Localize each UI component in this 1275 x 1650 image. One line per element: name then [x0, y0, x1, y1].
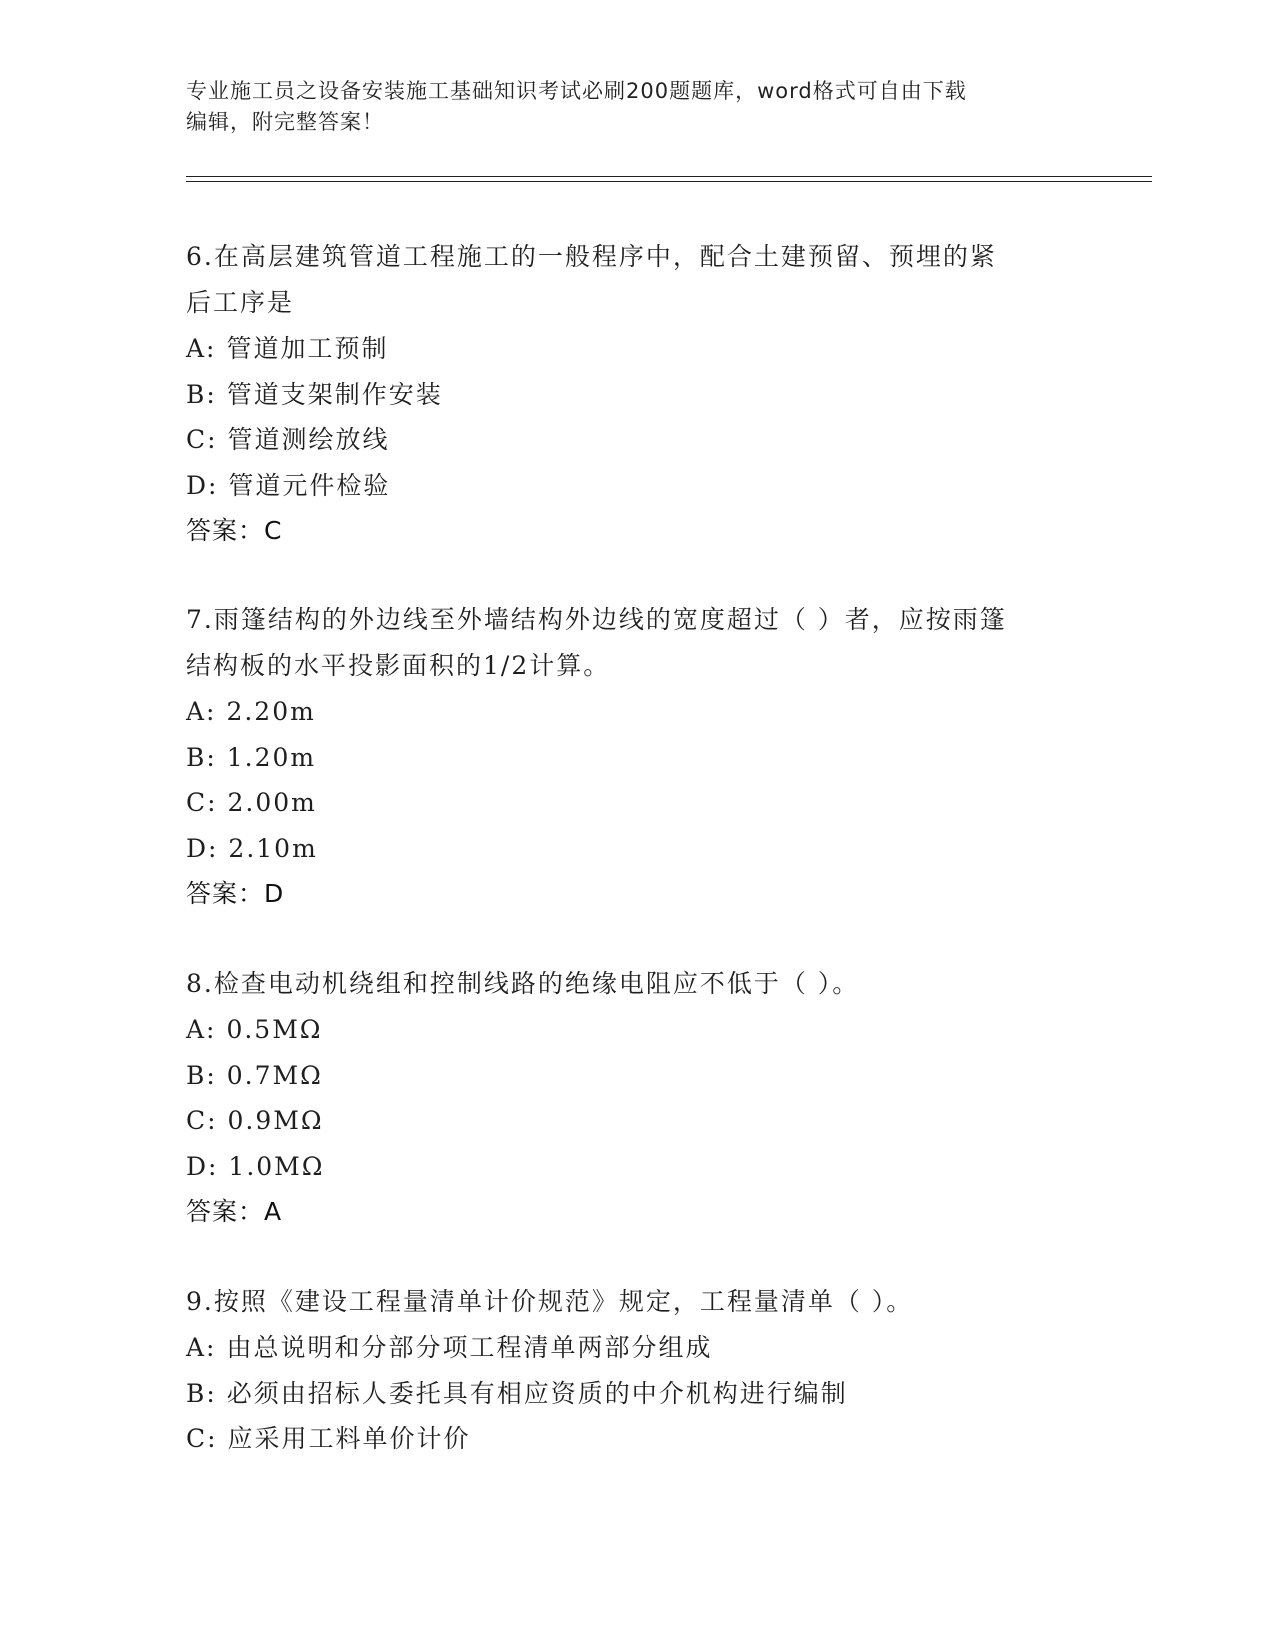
option-letter: C: — [186, 788, 218, 817]
option-c — [186, 1416, 1086, 1462]
option-text: 管道测绘放线 — [227, 425, 390, 454]
option-text: 管道加工预制 — [226, 334, 389, 363]
option-letter: D: — [186, 833, 219, 863]
question-text-line: 7.雨篷结构的外边线至外墙结构外边线的宽度超过（ ）者，应按雨篷 — [186, 605, 1007, 634]
option-letter: A: — [186, 334, 217, 363]
question-6 — [186, 234, 1086, 554]
option-b — [186, 372, 1086, 418]
option-letter: D: — [186, 1151, 219, 1181]
answer-line: 答案：C — [186, 516, 283, 545]
option-b — [186, 735, 1086, 781]
option-b — [186, 1371, 1086, 1417]
option-text: 由总说明和分部分项工程清单两部分组成 — [226, 1333, 713, 1362]
option-text: 0.9MΩ — [227, 1106, 324, 1135]
option-text: 管道元件检验 — [228, 470, 391, 500]
question-text-line: 8.检查电动机绕组和控制线路的绝缘电阻应不低于（ ）。 — [186, 969, 860, 998]
answer-line: 答案：A — [186, 1197, 283, 1226]
header-line-1: 专业施工员之设备安装施工基础知识考试必刷200题题库，word格式可自由下载 — [186, 79, 967, 103]
document-header — [186, 76, 1066, 138]
option-letter: B: — [186, 1060, 217, 1090]
option-c — [186, 1098, 1086, 1144]
option-text: 管道支架制作安装 — [226, 379, 443, 409]
answer-line: 答案：D — [186, 879, 285, 908]
option-letter: C: — [186, 1424, 218, 1453]
option-text: 应采用工料单价计价 — [227, 1424, 471, 1453]
option-b — [186, 1053, 1086, 1099]
option-a — [186, 1325, 1086, 1371]
option-c — [186, 780, 1086, 826]
option-a — [186, 689, 1086, 735]
header-line-2: 编辑，附完整答案！ — [186, 110, 384, 134]
option-c — [186, 417, 1086, 463]
header-divider-bottom — [186, 181, 1152, 182]
option-letter: A: — [186, 697, 217, 726]
option-d — [186, 826, 1086, 872]
option-letter: B: — [186, 1378, 217, 1408]
question-text-line: 结构板的水平投影面积的1/2计算。 — [186, 651, 611, 680]
option-d — [186, 1144, 1086, 1190]
option-d — [186, 463, 1086, 509]
question-7 — [186, 597, 1086, 917]
option-text: 2.00m — [227, 788, 317, 817]
option-text: 1.20m — [226, 742, 317, 772]
question-9 — [186, 1279, 1086, 1462]
header-divider-top — [186, 176, 1152, 177]
option-text: 1.0MΩ — [228, 1151, 325, 1181]
option-letter: A: — [186, 1015, 217, 1044]
option-a — [186, 326, 1086, 372]
option-letter: A: — [186, 1333, 217, 1362]
option-letter: D: — [186, 470, 219, 500]
question-text-line: 6.在高层建筑管道工程施工的一般程序中，配合土建预留、预埋的紧 — [186, 242, 997, 271]
option-text: 2.20m — [226, 697, 316, 726]
option-letter: B: — [186, 379, 217, 409]
question-text-line: 9.按照《建设工程量清单计价规范》规定，工程量清单（ ）。 — [186, 1287, 914, 1316]
option-text: 0.7MΩ — [226, 1060, 323, 1090]
option-letter: C: — [186, 1106, 218, 1135]
option-text: 必须由招标人委托具有相应资质的中介机构进行编制 — [226, 1378, 848, 1408]
option-letter: B: — [186, 742, 217, 772]
question-text-line: 后工序是 — [186, 288, 295, 317]
option-text: 0.5MΩ — [226, 1015, 323, 1044]
question-8 — [186, 961, 1086, 1235]
option-text: 2.10m — [228, 833, 318, 863]
option-a — [186, 1007, 1086, 1053]
option-letter: C: — [186, 425, 218, 454]
